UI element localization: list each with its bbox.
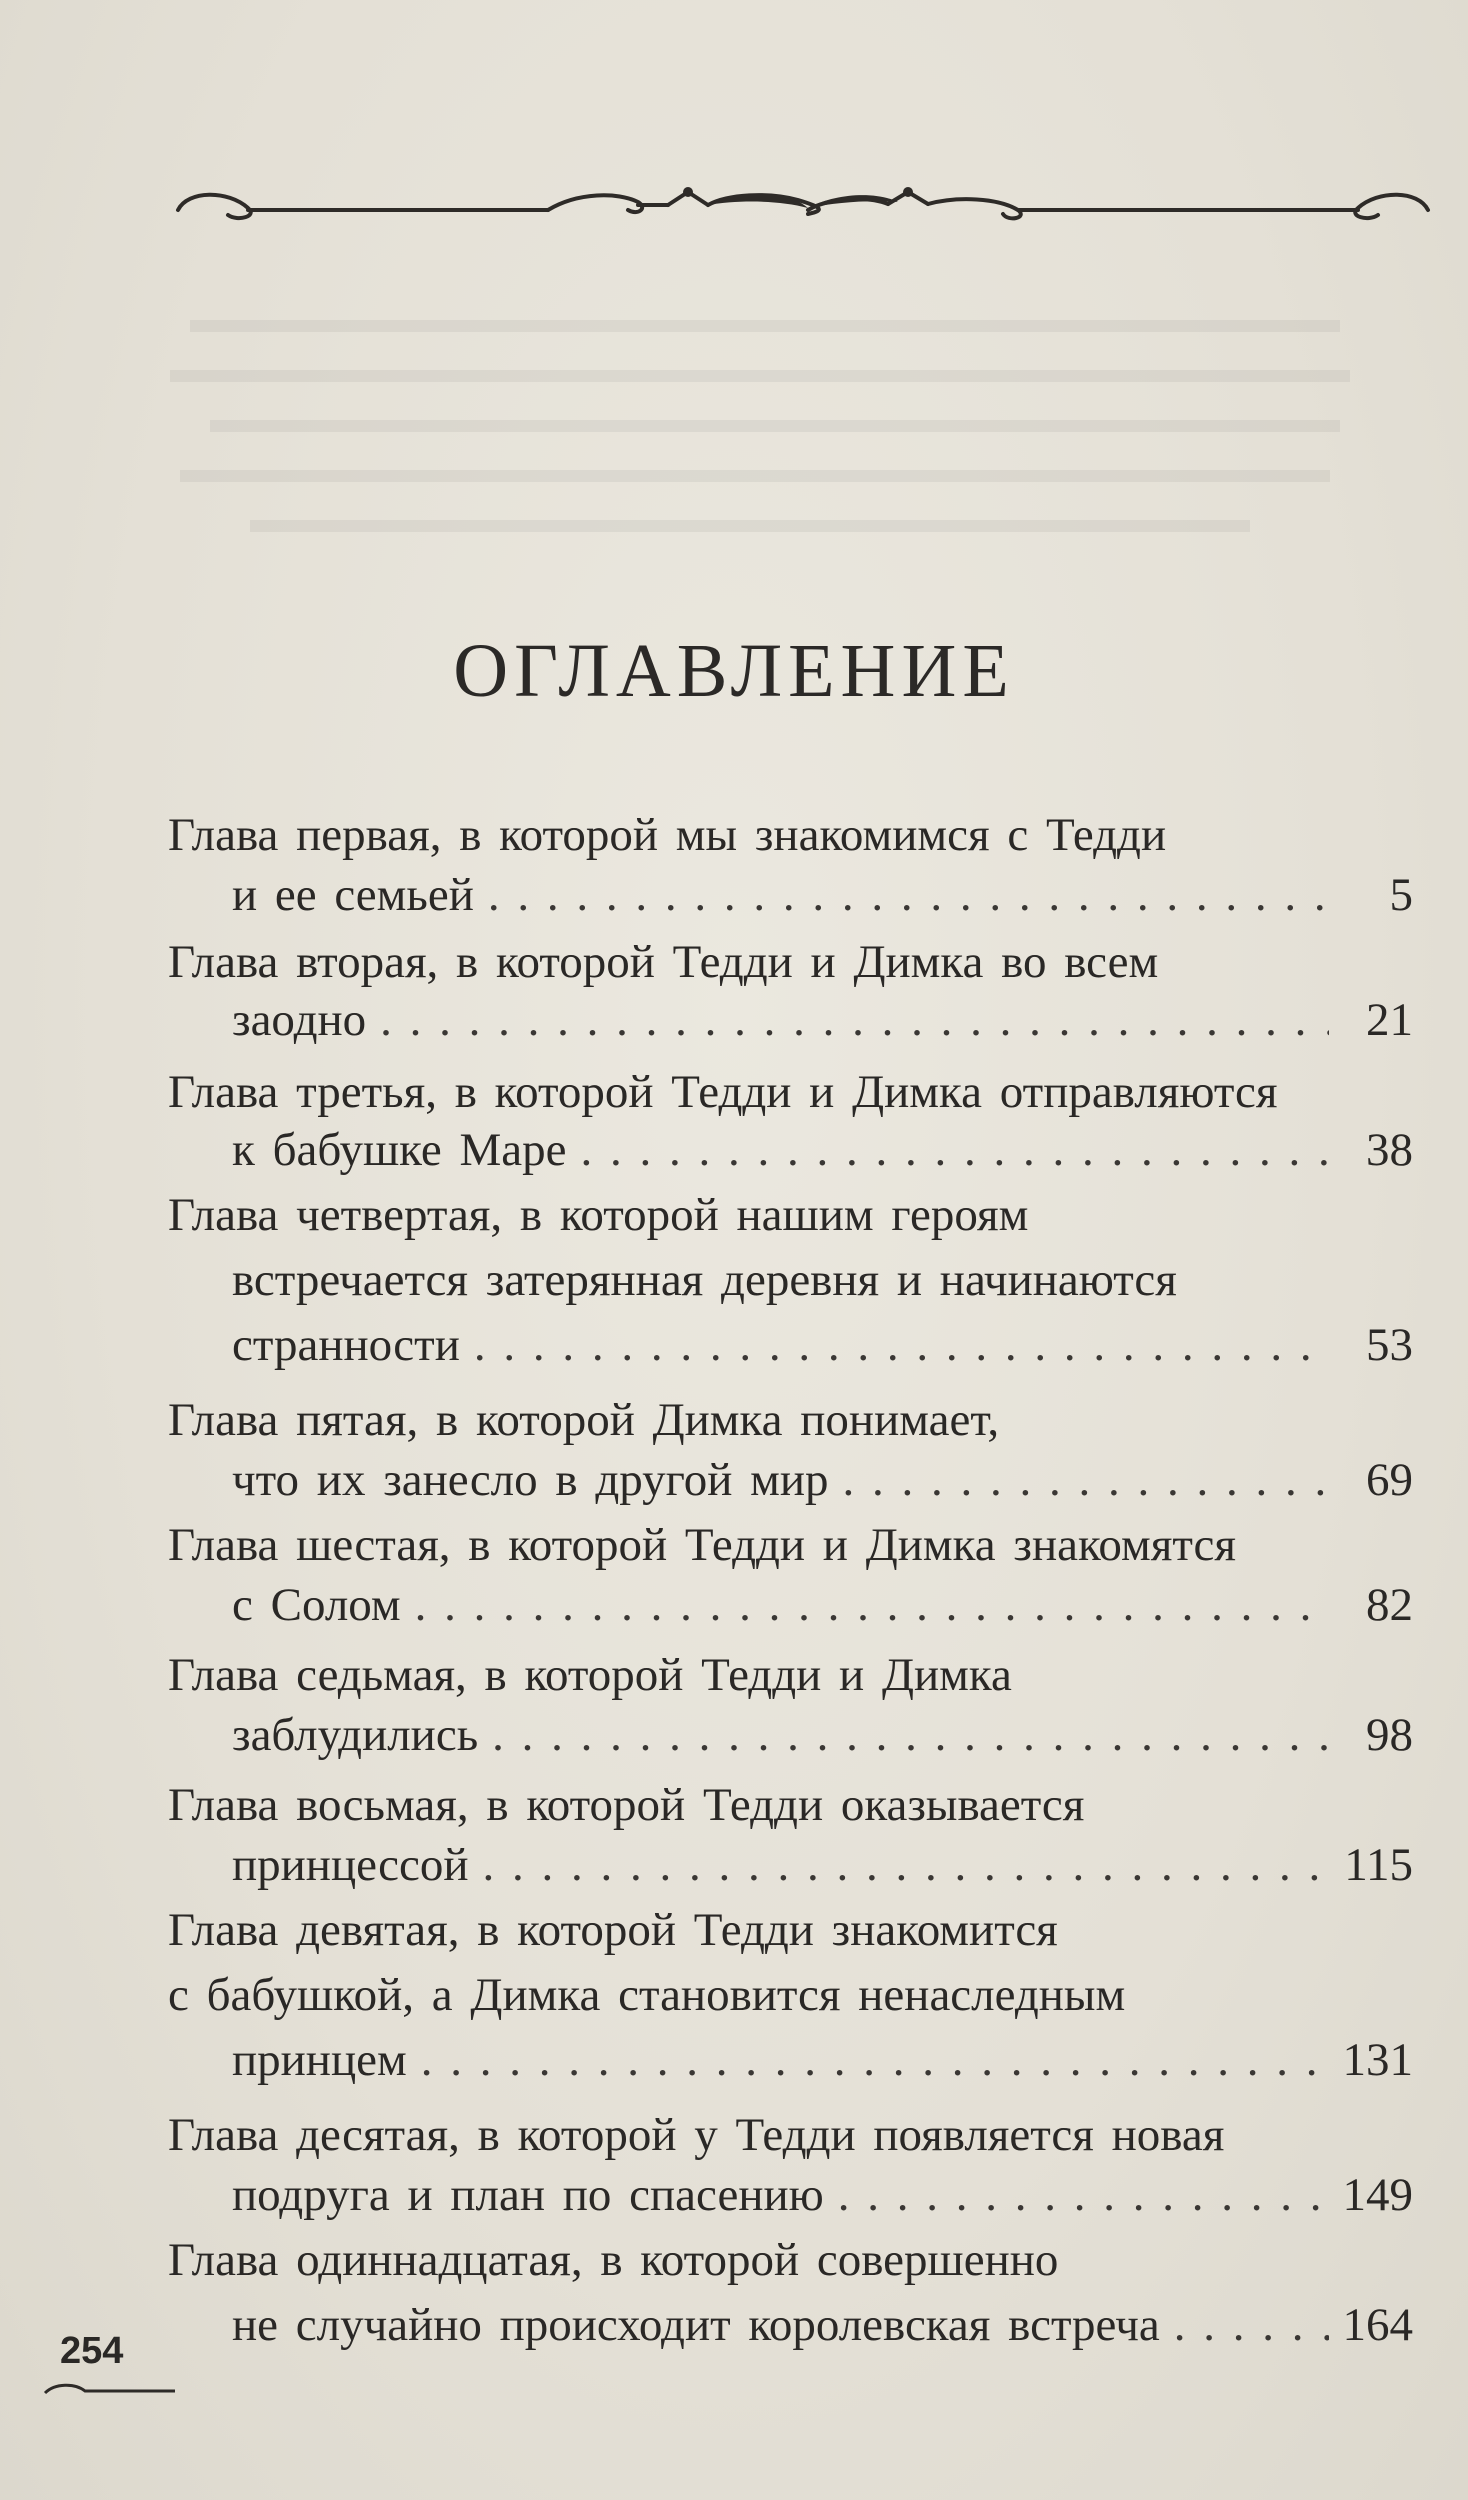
toc-entry-line: Глава вторая, в которой Тедди и Димка во всем <box>168 936 1159 988</box>
toc-entry-line: Глава одиннадцатая, в которой совершенно <box>168 2234 1059 2286</box>
toc-entry-last-line[interactable] <box>232 865 1413 925</box>
dot-leader <box>483 1835 1329 1895</box>
toc-entry-last-line[interactable] <box>232 1705 1413 1765</box>
toc-entry-line: Глава девятая, в которой Тедди знакомится <box>168 1904 1058 1956</box>
toc-page-number: 131 <box>1342 2034 1413 2086</box>
toc-entry-line: встречается затерянная деревня и начинаются <box>232 1254 1177 1306</box>
toc-entry-text: принцем <box>232 2034 407 2086</box>
toc-entry-last-line[interactable] <box>232 1450 1413 1510</box>
page-number: 254 <box>60 2330 124 2372</box>
toc-entry-line: Глава седьмая, в которой Тедди и Димка <box>168 1649 1012 1701</box>
toc-entry-line: Глава четвертая, в которой нашим героям <box>168 1189 1029 1241</box>
toc-entry-line: Глава первая, в которой мы знакомимся с Тедди <box>168 809 1167 861</box>
dot-leader <box>421 2030 1329 2090</box>
toc-entry-line: Глава третья, в которой Тедди и Димка отправляются <box>168 1066 1278 1118</box>
toc-page-number: 69 <box>1366 1454 1413 1506</box>
toc-page-number: 149 <box>1342 2169 1413 2221</box>
toc-entry-last-line[interactable] <box>232 2165 1413 2225</box>
toc-entry-last-line[interactable] <box>232 1315 1413 1375</box>
toc-page-number: 21 <box>1366 994 1413 1046</box>
toc-page-number: 82 <box>1366 1579 1413 1631</box>
toc-entry-last-line[interactable] <box>232 1575 1413 1635</box>
toc-page-number: 98 <box>1366 1709 1413 1761</box>
toc-entry-text: с Солом <box>232 1579 401 1631</box>
toc-entry-text: к бабушке Маре <box>232 1124 567 1176</box>
toc-entry-text: заблудились <box>232 1709 479 1761</box>
toc-entry-text: и ее семьей <box>232 869 474 921</box>
dot-leader <box>580 1120 1329 1180</box>
toc-entry-last-line[interactable] <box>232 1835 1413 1895</box>
toc-page-number: 38 <box>1366 1124 1413 1176</box>
toc-entry-line: Глава пятая, в которой Димка понимает, <box>168 1394 1000 1446</box>
dot-leader <box>492 1705 1329 1765</box>
toc-entry-last-line[interactable] <box>232 2295 1413 2355</box>
dot-leader <box>380 990 1329 1050</box>
toc-entry-text: что их занесло в другой мир <box>232 1454 829 1506</box>
toc-page-number: 164 <box>1342 2299 1413 2351</box>
toc-entry-text: принцессой <box>232 1839 469 1891</box>
toc-entry-text: не случайно происходит королевская встреча <box>232 2299 1160 2351</box>
toc-entry-last-line[interactable] <box>232 1120 1413 1180</box>
dot-leader <box>843 1450 1329 1510</box>
dot-leader <box>415 1575 1329 1635</box>
toc-entry-line: Глава десятая, в которой у Тедди появляется новая <box>168 2109 1225 2161</box>
toc-entry-text: подруга и план по спасению <box>232 2169 824 2221</box>
dot-leader <box>474 1315 1329 1375</box>
dot-leader <box>1174 2295 1329 2355</box>
toc-entry-text: заодно <box>232 994 367 1046</box>
toc-page-number: 53 <box>1366 1319 1413 1371</box>
toc-page-number: 115 <box>1344 1839 1413 1891</box>
toc-entry-text: странности <box>232 1319 460 1371</box>
toc-entry-last-line[interactable] <box>232 2030 1413 2090</box>
page-title: ОГЛАВЛЕНИЕ <box>453 629 1015 713</box>
page-number-flourish <box>40 2375 180 2405</box>
toc-entry-line: Глава восьмая, в которой Тедди оказывается <box>168 1779 1085 1831</box>
toc-entry-line: с бабушкой, а Димка становится ненаследным <box>168 1969 1126 2021</box>
dot-leader <box>838 2165 1329 2225</box>
toc-entry-last-line[interactable] <box>232 990 1413 1050</box>
toc-entry-line: Глава шестая, в которой Тедди и Димка знакомятся <box>168 1519 1236 1571</box>
dot-leader <box>488 865 1329 925</box>
toc-page-number: 5 <box>1389 869 1413 921</box>
